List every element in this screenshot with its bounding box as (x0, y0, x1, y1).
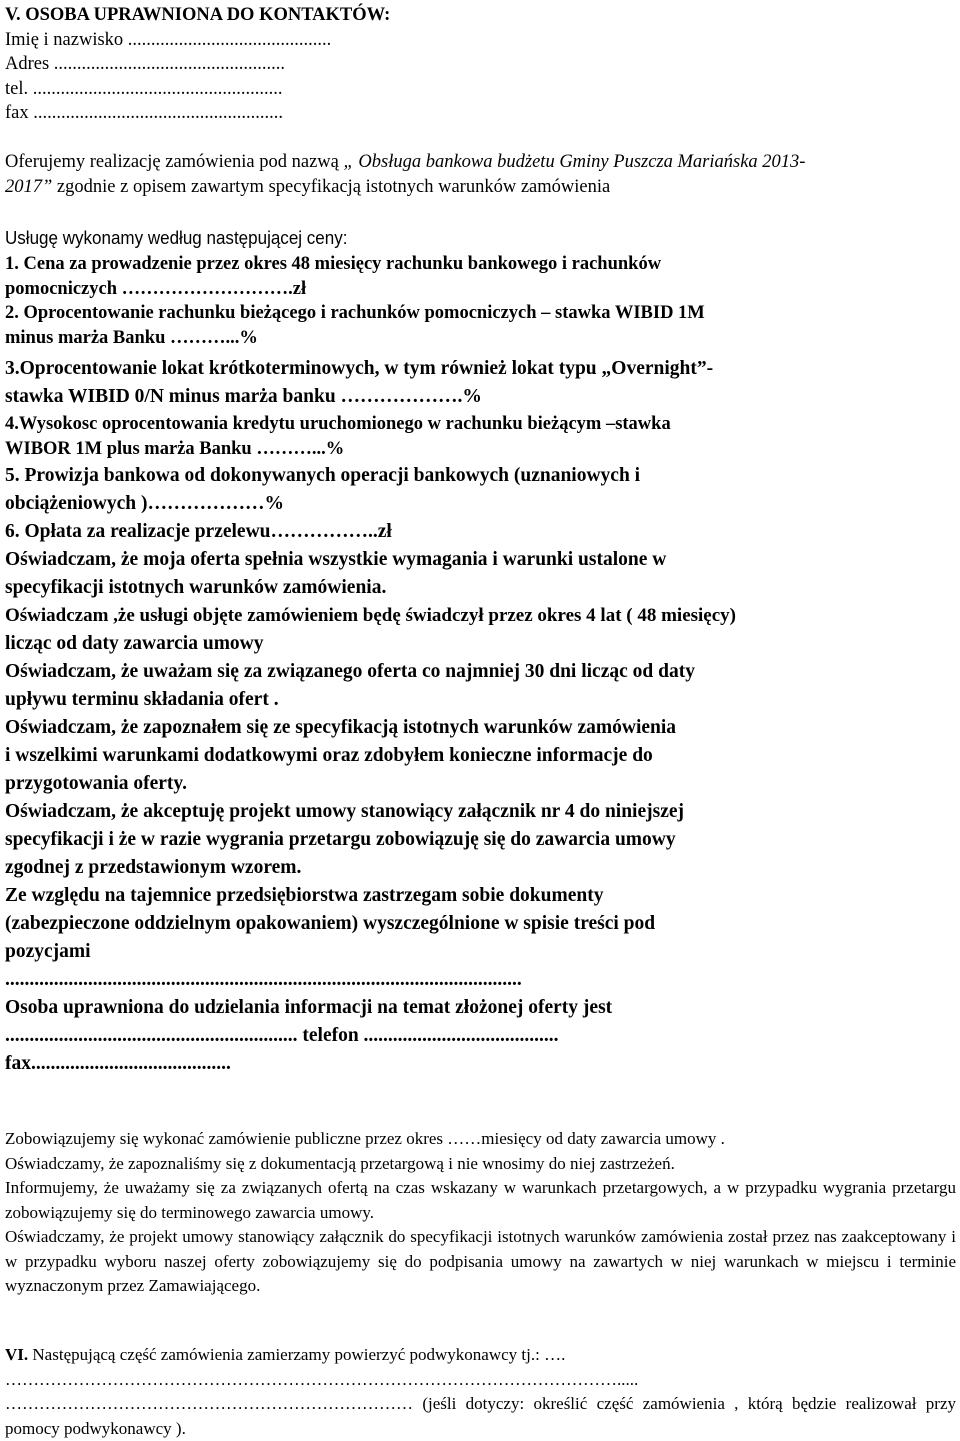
declaration-5-line-3: zgodnej z przedstawionym wzorem. (5, 857, 302, 878)
declaration-6-line-1: Ze względu na tajemnice przedsiębiorstwa zastrzegam sobie dokumenty (5, 885, 604, 906)
item-6: 6. Opłata za realizacje przelewu……………..zł (5, 521, 392, 542)
declaration-5-line-2: specyfikacji i że w razie wygrania przetargu zobowiązuję się do zawarcia umowy (5, 829, 676, 850)
price-intro (5, 226, 956, 251)
item-2-line-1: 2. Oprocentowanie rachunku bieżącego i rachunków pomocniczych – stawka WIBID 1M (5, 303, 705, 323)
declaration-4-line-3: przygotowania oferty. (5, 773, 187, 794)
declaration-4-line-2: i wszelkimi warunkami dodatkowymi oraz zdobyłem konieczne informacje do (5, 745, 653, 766)
declaration-1-line-1: Oświadczam, że moja oferta spełnia wszystkie wymagania i warunki ustalone w (5, 549, 667, 570)
commitments (5, 1127, 956, 1299)
fax-field-line: fax ...................................................... (5, 103, 283, 123)
section-vi-subcontract: ……………………………………………………………… (jeśli dotyczy: określić część zamówienia , którą będzie realizował przy pomocy podwykonawcy ). (5, 1394, 956, 1438)
commitment-2: Oświadczamy, że zapoznaliśmy się z dokumentacją przetargową i nie wnosimy do niej zastrzeżeń. (5, 1153, 675, 1173)
declaration-6-line-2: (zabezpieczone oddzielnym opakowaniem) wyszczególnione w spisie treści pod (5, 913, 656, 934)
phone-field-line: ............................................................ telefon ........................................ (5, 1025, 559, 1046)
item-1-line-2: pomocniczych ……………………….zł (5, 278, 307, 299)
item-5-line-2: obciążeniowych )………………% (5, 493, 284, 514)
offer-paragraph (5, 150, 956, 199)
section-vi (5, 1343, 956, 1441)
item-3-line-1: 3.Oprocentowanie lokat krótkoterminowych, w tym również lokat typu „Overnight”- (5, 358, 714, 379)
declaration-2-line-1: Oświadczam ,że usługi objęte zamówieniem będę świadczył przez okres 4 lat ( 48 miesięcy) (5, 605, 736, 626)
offer-description: zgodnie z opisem zawartym specyfikacją istotnych warunków zamówienia (52, 176, 611, 197)
commitment-1: Zobowiązujemy się wykonać zamówienie publiczne przez okres ……miesięcy od daty zawarcia umowy . (5, 1129, 725, 1148)
offer-title-part1: „ Obsługa bankowa budżetu Gminy Puszcza Mariańska 2013- (343, 152, 806, 172)
declaration-6-line-3: pozycjami (5, 941, 91, 962)
section-v-contact (5, 3, 956, 126)
address-field-line: Adres .................................................. (5, 54, 286, 74)
fax-field-line-2: fax......................................... (5, 1053, 231, 1074)
commitment-4: Oświadczamy, że projekt umowy stanowiący załącznik do specyfikacji istotnych warunków zamówienia został przez nas zaakceptowany i w przypadku wyboru naszej oferty zobowiązujemy się do podpisania umowy na zawartych w niej warunkach w miejscu i terminie wyznaczonym przez Zamawiającego. (5, 1227, 956, 1295)
item-2-line-2: minus marża Banku ………...% (5, 327, 258, 348)
declaration-5-line-1: Oświadczam, że akceptuję projekt umowy stanowiący załącznik nr 4 do niniejszej (5, 801, 685, 822)
price-items-4 (5, 412, 956, 461)
declaration-2-line-2: licząc od daty zawarcia umowy (5, 633, 264, 654)
price-items-continued (5, 355, 956, 411)
declaration-1-line-2: specyfikacji istotnych warunków zamówienia. (5, 577, 387, 598)
offer-title-part2: 2017” (5, 176, 53, 197)
section-vi-label: VI. (5, 1345, 29, 1364)
item-1-line-1: 1. Cena za prowadzenie przez okres 48 miesięcy rachunku bankowego i rachunków (5, 254, 662, 274)
section-vi-heading-line (5, 1343, 956, 1368)
item-3-line-2: stawka WIBID 0/N minus marża banku ……………….% (5, 386, 482, 407)
price-items (5, 252, 956, 350)
item-4-line-2: WIBOR 1M plus marża Banku ………...% (5, 438, 345, 459)
tel-field-line: tel. ...................................................... (5, 78, 283, 99)
declaration-4-line-1: Oświadczam, że zapoznałem się ze specyfikacją istotnych warunków zamówienia (5, 717, 677, 738)
contact-person-line: Osoba uprawniona do udzielania informacji na temat złożonej oferty jest (5, 997, 613, 1018)
dotted-line: .......................................................................................................... (5, 969, 522, 990)
commitment-3: Informujemy, że uważamy się za związanych ofertą na czas wskazany w warunkach przetargowych, a w przypadku wygrania przetargu zobowiązujemy się do terminowego zawarcia umowy. (5, 1178, 956, 1222)
section-vi-text: Następującą część zamówienia zamierzamy powierzyć podwykonawcy tj.: …. (28, 1345, 566, 1364)
offer-prefix: Oferujemy realizację zamówienia pod nazwą (5, 152, 339, 172)
declarations (5, 546, 956, 1078)
declaration-3-line-1: Oświadczam, że uważam się za związanego oferta co najmniej 30 dni licząc od daty (5, 661, 695, 682)
item-5-line-1: 5. Prowizja bankowa od dokonywanych operacji bankowych (uznaniowych i (5, 465, 641, 486)
section-v-heading: V. OSOBA UPRAWNIONA DO KONTAKTÓW: (5, 5, 391, 25)
declaration-3-line-2: upływu terminu składania ofert . (5, 689, 279, 710)
price-items-5-6 (5, 462, 956, 546)
price-intro-text: Usługę wykonamy według następującej ceny: (5, 227, 348, 248)
item-4-line-1: 4.Wysokosc oprocentowania kredytu uruchomionego w rachunku bieżącym –stawka (5, 414, 671, 434)
section-vi-dots: ………………………………………………………………………………………………..... (5, 1369, 639, 1389)
name-field-line: Imię i nazwisko ............................................ (5, 29, 332, 50)
